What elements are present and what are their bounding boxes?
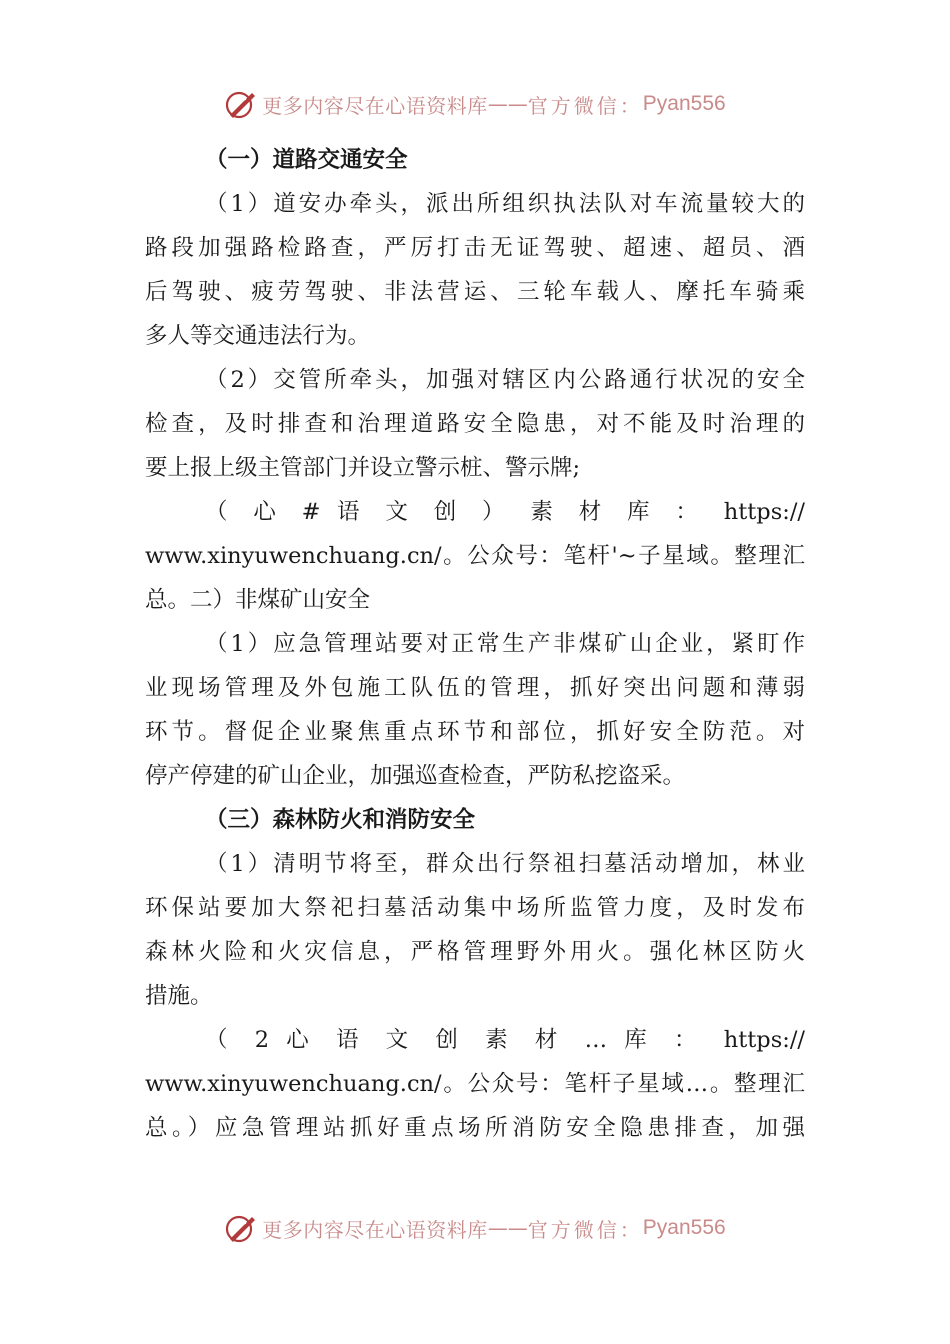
paragraph-first-line: （1）道安办牵头，派出所组织执法队对车流量较大的 bbox=[205, 191, 805, 217]
paragraph-line: 环保站要加大祭祀扫墓活动集中场所监管力度，及时发布 bbox=[145, 895, 805, 921]
banner-dash: —— bbox=[487, 1216, 528, 1240]
paragraph-line: 路段加强路检路查，严厉打击无证驾驶、超速、超员、酒 bbox=[145, 235, 805, 261]
banner-wechat-id: Pyan556 bbox=[642, 1216, 726, 1239]
banner-main-text: 更多内容尽在心语资料库 bbox=[262, 1217, 488, 1242]
footer-banner bbox=[0, 1208, 950, 1248]
banner-wechat-id: Pyan556 bbox=[642, 92, 726, 115]
paragraph-line: www.xinyuwenchuang.cn/。公众号：笔杆子星域…。整理汇 bbox=[145, 1071, 805, 1097]
watermark-line: （ 2 心 语 文 创 素 材 … 库 ： https:// bbox=[205, 1027, 805, 1053]
section-heading: （三）森林防火和消防安全 bbox=[205, 807, 476, 833]
banner-dash: —— bbox=[487, 92, 528, 116]
paragraph-last-line: 要上报上级主管部门并设立警示桩、警示牌; bbox=[145, 455, 581, 481]
pen-logo-icon bbox=[224, 87, 258, 121]
paragraph-last-line: 停产停建的矿山企业，加强巡查检查，严防私挖盗采。 bbox=[145, 763, 686, 789]
paragraph-last-line: 总。二）非煤矿山安全 bbox=[145, 587, 371, 613]
paragraph-line: 业现场管理及外包施工队伍的管理，抓好突出问题和薄弱 bbox=[145, 675, 805, 701]
paragraph-line: 环节。督促企业聚焦重点环节和部位，抓好安全防范。对 bbox=[145, 719, 805, 745]
banner-wechat-label: 官方微信： bbox=[527, 1217, 643, 1242]
paragraph-line: 森林火险和火灾信息，严格管理野外用火。强化林区防火 bbox=[145, 939, 805, 965]
paragraph-line: www.xinyuwenchuang.cn/。公众号：笔杆'~子星域。整理汇 bbox=[145, 543, 805, 569]
paragraph-line: 后驾驶、疲劳驾驶、非法营运、三轮车载人、摩托车骑乘 bbox=[145, 279, 805, 305]
pen-logo-icon bbox=[224, 1211, 258, 1245]
watermark-line: （ 心 # 语 文 创 ） 素 材 库 ： https:// bbox=[205, 499, 805, 525]
section-heading: （一）道路交通安全 bbox=[205, 147, 408, 173]
paragraph-last-line: 多人等交通违法行为。 bbox=[145, 323, 371, 349]
paragraph-last-line: 措施。 bbox=[145, 983, 213, 1009]
document-body bbox=[145, 138, 805, 1150]
paragraph-first-line: （1）应急管理站要对正常生产非煤矿山企业，紧盯作 bbox=[205, 631, 805, 657]
paragraph-line: 检查，及时排查和治理道路安全隐患，对不能及时治理的 bbox=[145, 411, 805, 437]
banner-wechat-label: 官方微信： bbox=[527, 93, 643, 118]
paragraph-line: 总。）应急管理站抓好重点场所消防安全隐患排查，加强 bbox=[145, 1115, 805, 1141]
paragraph-first-line: （1）清明节将至，群众出行祭祖扫墓活动增加，林业 bbox=[205, 851, 805, 877]
header-banner bbox=[0, 84, 950, 124]
paragraph-first-line: （2）交管所牵头，加强对辖区内公路通行状况的安全 bbox=[205, 367, 805, 393]
banner-main-text: 更多内容尽在心语资料库 bbox=[262, 93, 488, 118]
